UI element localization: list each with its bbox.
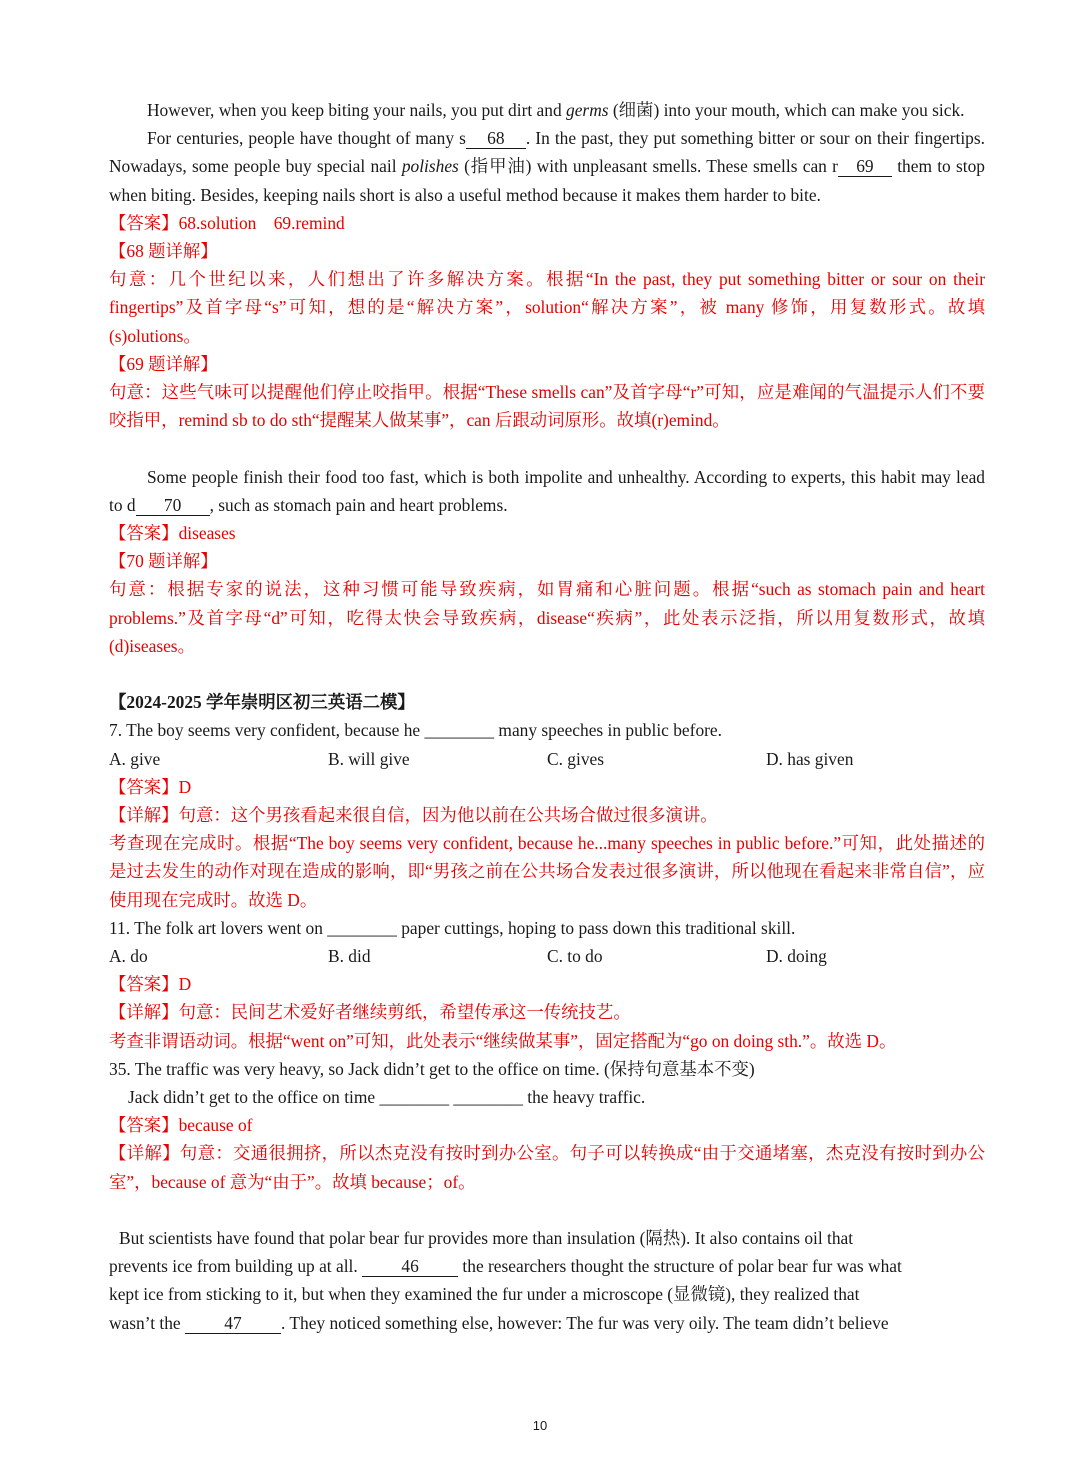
question-35: 35. The traffic was very heavy, so Jack didn’t get to the office on time. (保持句意基本不变): [109, 1058, 755, 1079]
answer-11: 【答案】D: [109, 974, 192, 995]
polar-bear-line-3: kept ice from sticking to it, but when they examined the fur under a microscope (显微镜), they realized that: [109, 1284, 860, 1305]
question-11-options: [109, 942, 985, 970]
question-7: 7. The boy seems very confident, because he ________ many speeches in public before.: [109, 720, 722, 741]
polar-bear-line-2: prevents ice from building up at all. 46 the researchers thought the structure of polar bear fur was what: [109, 1256, 902, 1277]
option-d: D. doing: [766, 946, 827, 967]
document-page: [109, 96, 985, 1337]
blank-68: 68: [466, 128, 526, 149]
option-a: A. do: [109, 946, 148, 967]
explanation-35: 【详解】句意：交通很拥挤，所以杰克没有按时到办公室。句子可以转换成“由于交通堵塞，杰克没有按时到办公室”，because of 意为“由于”。故填 because；of。: [109, 1143, 985, 1192]
question-35-rewrite: Jack didn’t get to the office on time ________ ________ the heavy traffic.: [128, 1087, 646, 1108]
option-c: C. gives: [547, 748, 605, 769]
explanation-heading-70: 【70 题详解】: [109, 551, 218, 572]
blank-47: 47: [185, 1313, 281, 1334]
paragraph-eating-fast: Some people finish their food too fast, which is both impolite and unhealthy. According to experts, this habit may lead to d 70 , such as stomach pain and heart problems.: [109, 466, 985, 515]
blank-70: 70: [136, 495, 210, 516]
blank-46: 46: [362, 1256, 458, 1277]
option-c: C. to do: [547, 946, 603, 967]
explanation-11-translation: 【详解】句意：民间艺术爱好者继续剪纸，希望传承这一传统技艺。: [109, 1002, 631, 1023]
explanation-69: 句意：这些气味可以提醒他们停止咬指甲。根据“These smells can”及首字母“r”可知，应是难闻的气温提示人们不要咬指甲，remind sb to do sth“提醒某人做某事”，can 后跟动词原形。故填(r)emind。: [109, 382, 985, 431]
explanation-7-translation: 【详解】句意：这个男孩看起来很自信，因为他以前在公共场合做过很多演讲。: [109, 805, 718, 826]
answer-68-69: 【答案】68.solution 69.remind: [109, 212, 345, 233]
option-b: B. did: [328, 946, 371, 967]
explanation-68: 句意：几个世纪以来，人们想出了许多解决方案。根据“In the past, they put something bitter or sour on their fingertips”及首字母“s”可知，想的是“解决方案”，solution“解决方案”，被 many 修饰，用复数形式。故填(s)olutions。: [109, 269, 985, 346]
option-d: D. has given: [766, 748, 854, 769]
paragraph-nail-biting-1: However, when you keep biting your nails, you put dirt and germs (细菌) into your mouth, which can make you sick.: [147, 100, 965, 120]
explanation-11: 考查非谓语动词。根据“went on”可知，此处表示“继续做某事”，固定搭配为“go on doing sth.”。故选 D。: [109, 1030, 897, 1051]
question-11: 11. The folk art lovers went on ________ paper cuttings, hoping to pass down this traditional skill.: [109, 917, 796, 938]
option-b: B. will give: [328, 748, 410, 769]
page-number: 10: [532, 1418, 548, 1433]
answer-70: 【答案】diseases: [109, 523, 236, 544]
explanation-70: 句意：根据专家的说法，这种习惯可能导致疾病，如胃痛和心脏问题。根据“such as stomach pain and heart problems.”及首字母“d”可知，吃得太快会导致疾病，disease“疾病”，此处表示泛指，所以用复数形式，故填(d)iseases。: [109, 579, 985, 656]
blank-69: 69: [838, 156, 892, 177]
explanation-7: 考查现在完成时。根据“The boy seems very confident, because he...many speeches in public before.”可知，此处描述的是过去发生的动作对现在造成的影响，即“男孩之前在公共场合发表过很多演讲，所以他现在看起来非常自信”，应使用现在完成时。故选 D。: [109, 833, 985, 910]
paragraph-nail-biting-2: For centuries, people have thought of many s 68 . In the past, they put something bitter or sour on their fingertips. Nowadays, some people buy special nail polishes (指甲油) with unpleasant smells. These smells can r 69 them to stop when biting. Besides, keeping nails short is also a useful method because it makes them harder to bite.: [109, 128, 985, 205]
section-heading: 【2024-2025 学年崇明区初三英语二模】: [109, 692, 415, 713]
polar-bear-line-4: wasn’t the 47 . They noticed something else, however: The fur was very oily. The team didn’t believe: [109, 1312, 889, 1333]
question-7-options: [109, 745, 985, 773]
explanation-heading-68: 【68 题详解】: [109, 241, 218, 262]
polar-bear-line-1: But scientists have found that polar bear fur provides more than insulation (隔热). It also contains oil that: [119, 1228, 854, 1249]
explanation-heading-69: 【69 题详解】: [109, 353, 218, 374]
answer-7: 【答案】D: [109, 776, 192, 797]
option-a: A. give: [109, 748, 161, 769]
answer-35: 【答案】because of: [109, 1115, 253, 1136]
